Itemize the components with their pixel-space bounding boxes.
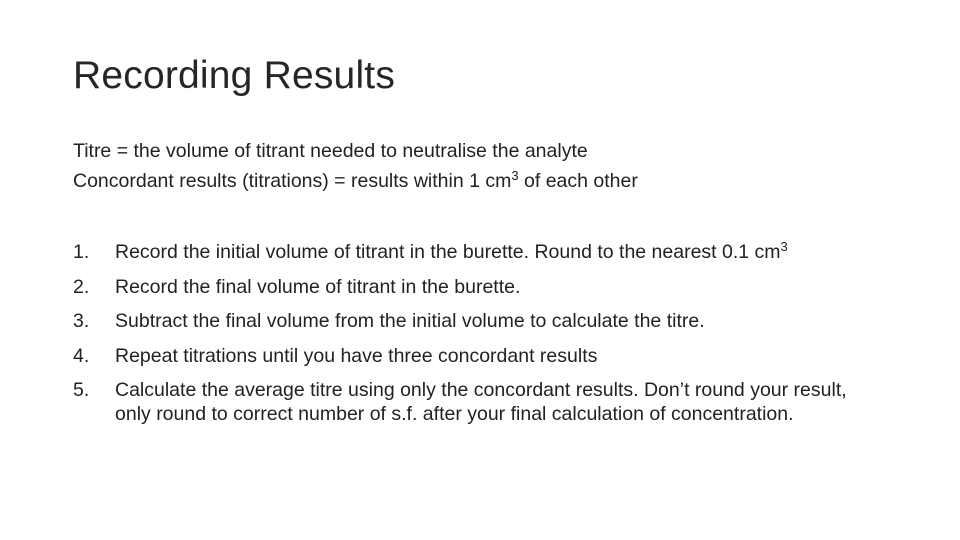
list-item: [73, 276, 873, 300]
list-item: [73, 345, 873, 369]
step-number: 4.: [73, 344, 90, 367]
step-text: Record the initial volume of titrant in the burette. Round to the nearest 0.1 cm: [115, 241, 781, 263]
step-number: 5.: [73, 379, 90, 401]
step-text: Calculate the average titre using only the concordant results. Don’t round your result, only round to correct number of s.f. after your final calculation of concentration.: [115, 379, 847, 425]
procedure-steps: [73, 241, 873, 437]
step-number: 3.: [73, 310, 90, 332]
step-text: Record the final volume of titrant in the burette.: [115, 275, 521, 298]
step-number: 2.: [73, 275, 90, 298]
list-item: [73, 310, 873, 334]
slide-title: Recording Results: [73, 54, 396, 97]
step-text: Repeat titrations until you have three concordant results: [115, 344, 598, 367]
step-text: Subtract the final volume from the initial volume to calculate the titre.: [115, 310, 705, 332]
cubed-superscript: 3: [780, 239, 788, 254]
concordant-definition-tail: of each other: [518, 170, 638, 192]
cubed-superscript: 3: [511, 168, 519, 183]
definitions: [73, 136, 638, 196]
titre-definition: Titre = the volume of titrant needed to neutralise the analyte: [73, 140, 588, 162]
concordant-definition: [73, 166, 638, 196]
list-item: [73, 379, 873, 426]
step-number: 1.: [73, 241, 90, 263]
list-item: [73, 241, 873, 265]
concordant-definition-text: Concordant results (titrations) = results within 1 cm: [73, 170, 512, 192]
